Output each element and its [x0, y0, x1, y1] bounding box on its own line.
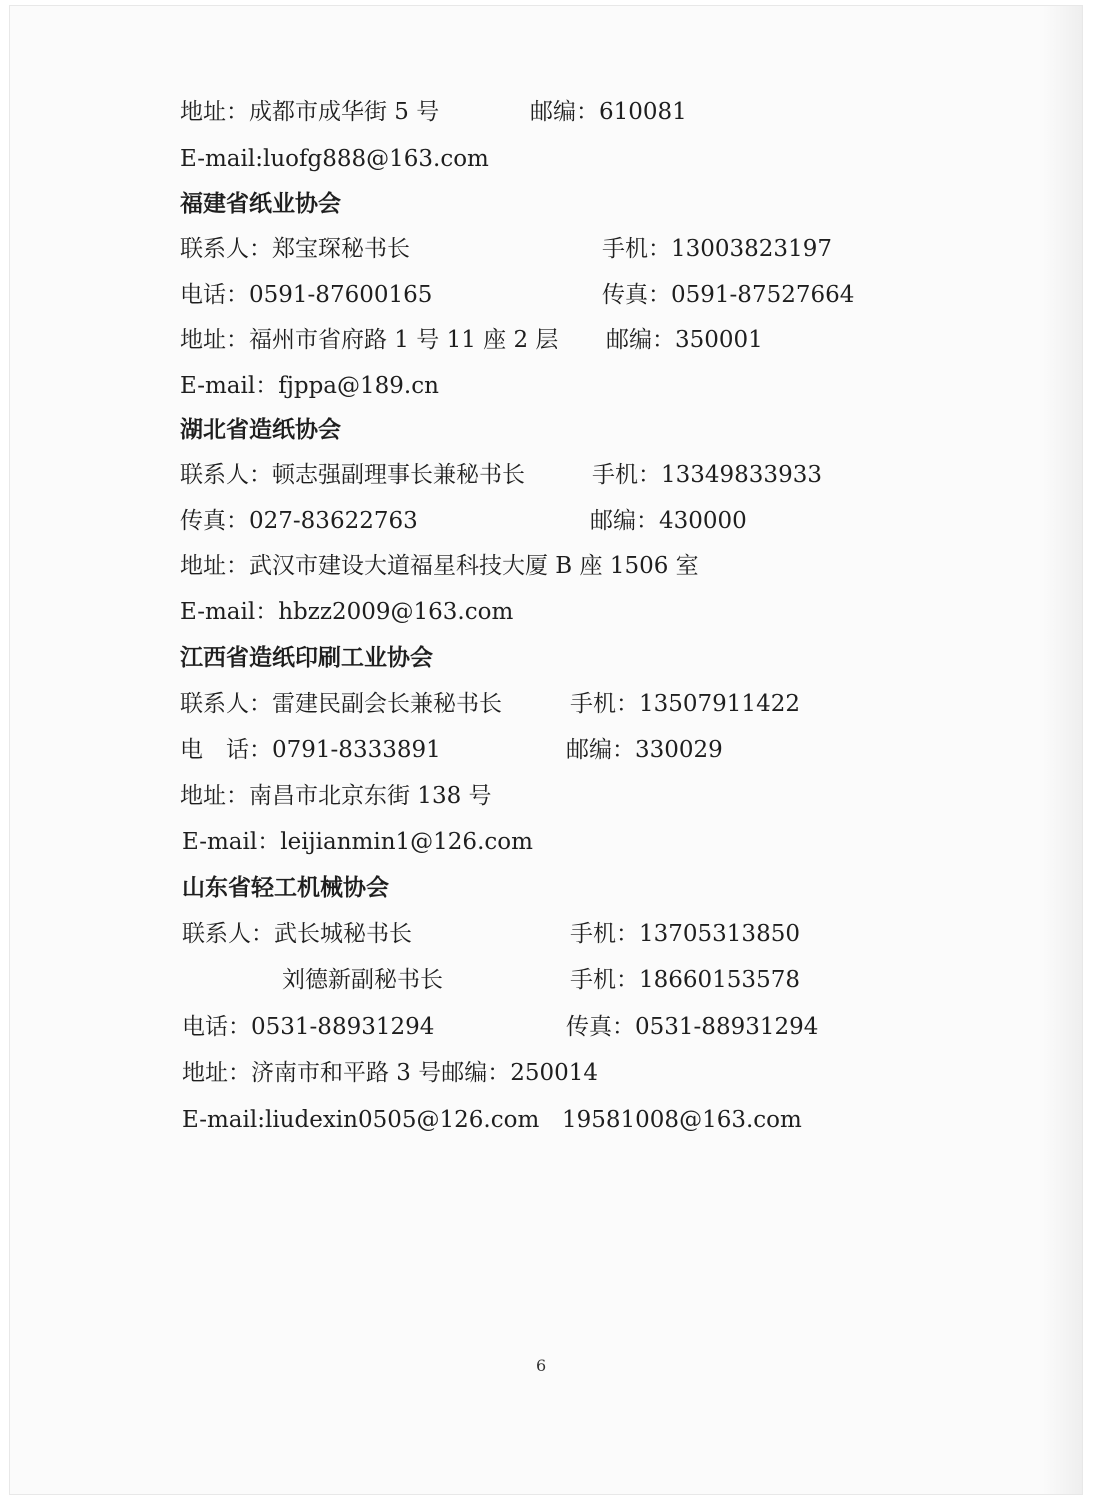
address-fujian: 地址：福州市省府路 1 号 11 座 2 层 — [180, 327, 559, 353]
email-chengdu: E-mail:luofg888@163.com — [180, 146, 489, 172]
email-shandong-primary: E-mail:liudexin0505@126.com — [182, 1107, 540, 1133]
fax-fujian: 传真：0591-87527664 — [602, 282, 855, 308]
phone-jiangxi: 电 话：0791-8333891 — [180, 737, 441, 763]
address-jiangxi: 地址：南昌市北京东街 138 号 — [180, 783, 492, 809]
postcode-jiangxi: 邮编：330029 — [566, 737, 723, 763]
address-shandong: 地址：济南市和平路 3 号邮编：250014 — [182, 1060, 599, 1086]
contact-jiangxi: 联系人：雷建民副会长兼秘书长 — [180, 691, 502, 717]
email-shandong-secondary: 19581008@163.com — [562, 1107, 802, 1133]
contact-hubei: 联系人：顿志强副理事长兼秘书长 — [180, 462, 525, 488]
address-chengdu: 地址：成都市成华街 5 号 — [180, 99, 440, 125]
postcode-chengdu: 邮编：610081 — [530, 99, 687, 125]
contact-shandong-secondary: 刘德新副秘书长 — [282, 967, 443, 993]
org-heading-hubei: 湖北省造纸协会 — [180, 416, 341, 443]
fax-hubei: 传真：027-83622763 — [180, 508, 418, 534]
phone-shandong: 电话：0531-88931294 — [182, 1014, 435, 1040]
org-heading-shandong: 山东省轻工机械协会 — [182, 874, 389, 901]
mobile-shandong-secondary: 手机：18660153578 — [570, 967, 800, 993]
page-number: 6 — [536, 1356, 547, 1375]
mobile-jiangxi: 手机：13507911422 — [570, 691, 800, 717]
mobile-shandong-primary: 手机：13705313850 — [570, 921, 800, 947]
email-fujian: E-mail：fjppa@189.cn — [180, 373, 439, 399]
mobile-hubei: 手机：13349833933 — [592, 462, 822, 488]
contact-shandong-primary: 联系人：武长城秘书长 — [182, 921, 412, 947]
phone-fujian: 电话：0591-87600165 — [180, 282, 433, 308]
document-page — [10, 6, 1082, 1494]
mobile-fujian: 手机：13003823197 — [602, 236, 832, 262]
org-heading-jiangxi: 江西省造纸印刷工业协会 — [180, 644, 433, 671]
postcode-hubei: 邮编：430000 — [590, 508, 747, 534]
fax-shandong: 传真：0531-88931294 — [566, 1014, 819, 1040]
email-hubei: E-mail：hbzz2009@163.com — [180, 599, 514, 625]
contact-fujian: 联系人：郑宝琛秘书长 — [180, 236, 410, 262]
org-heading-fujian: 福建省纸业协会 — [180, 190, 341, 217]
email-jiangxi: E-mail：leijianmin1@126.com — [182, 829, 533, 855]
address-hubei: 地址：武汉市建设大道福星科技大厦 B 座 1506 室 — [180, 553, 699, 579]
postcode-fujian: 邮编：350001 — [606, 327, 763, 353]
